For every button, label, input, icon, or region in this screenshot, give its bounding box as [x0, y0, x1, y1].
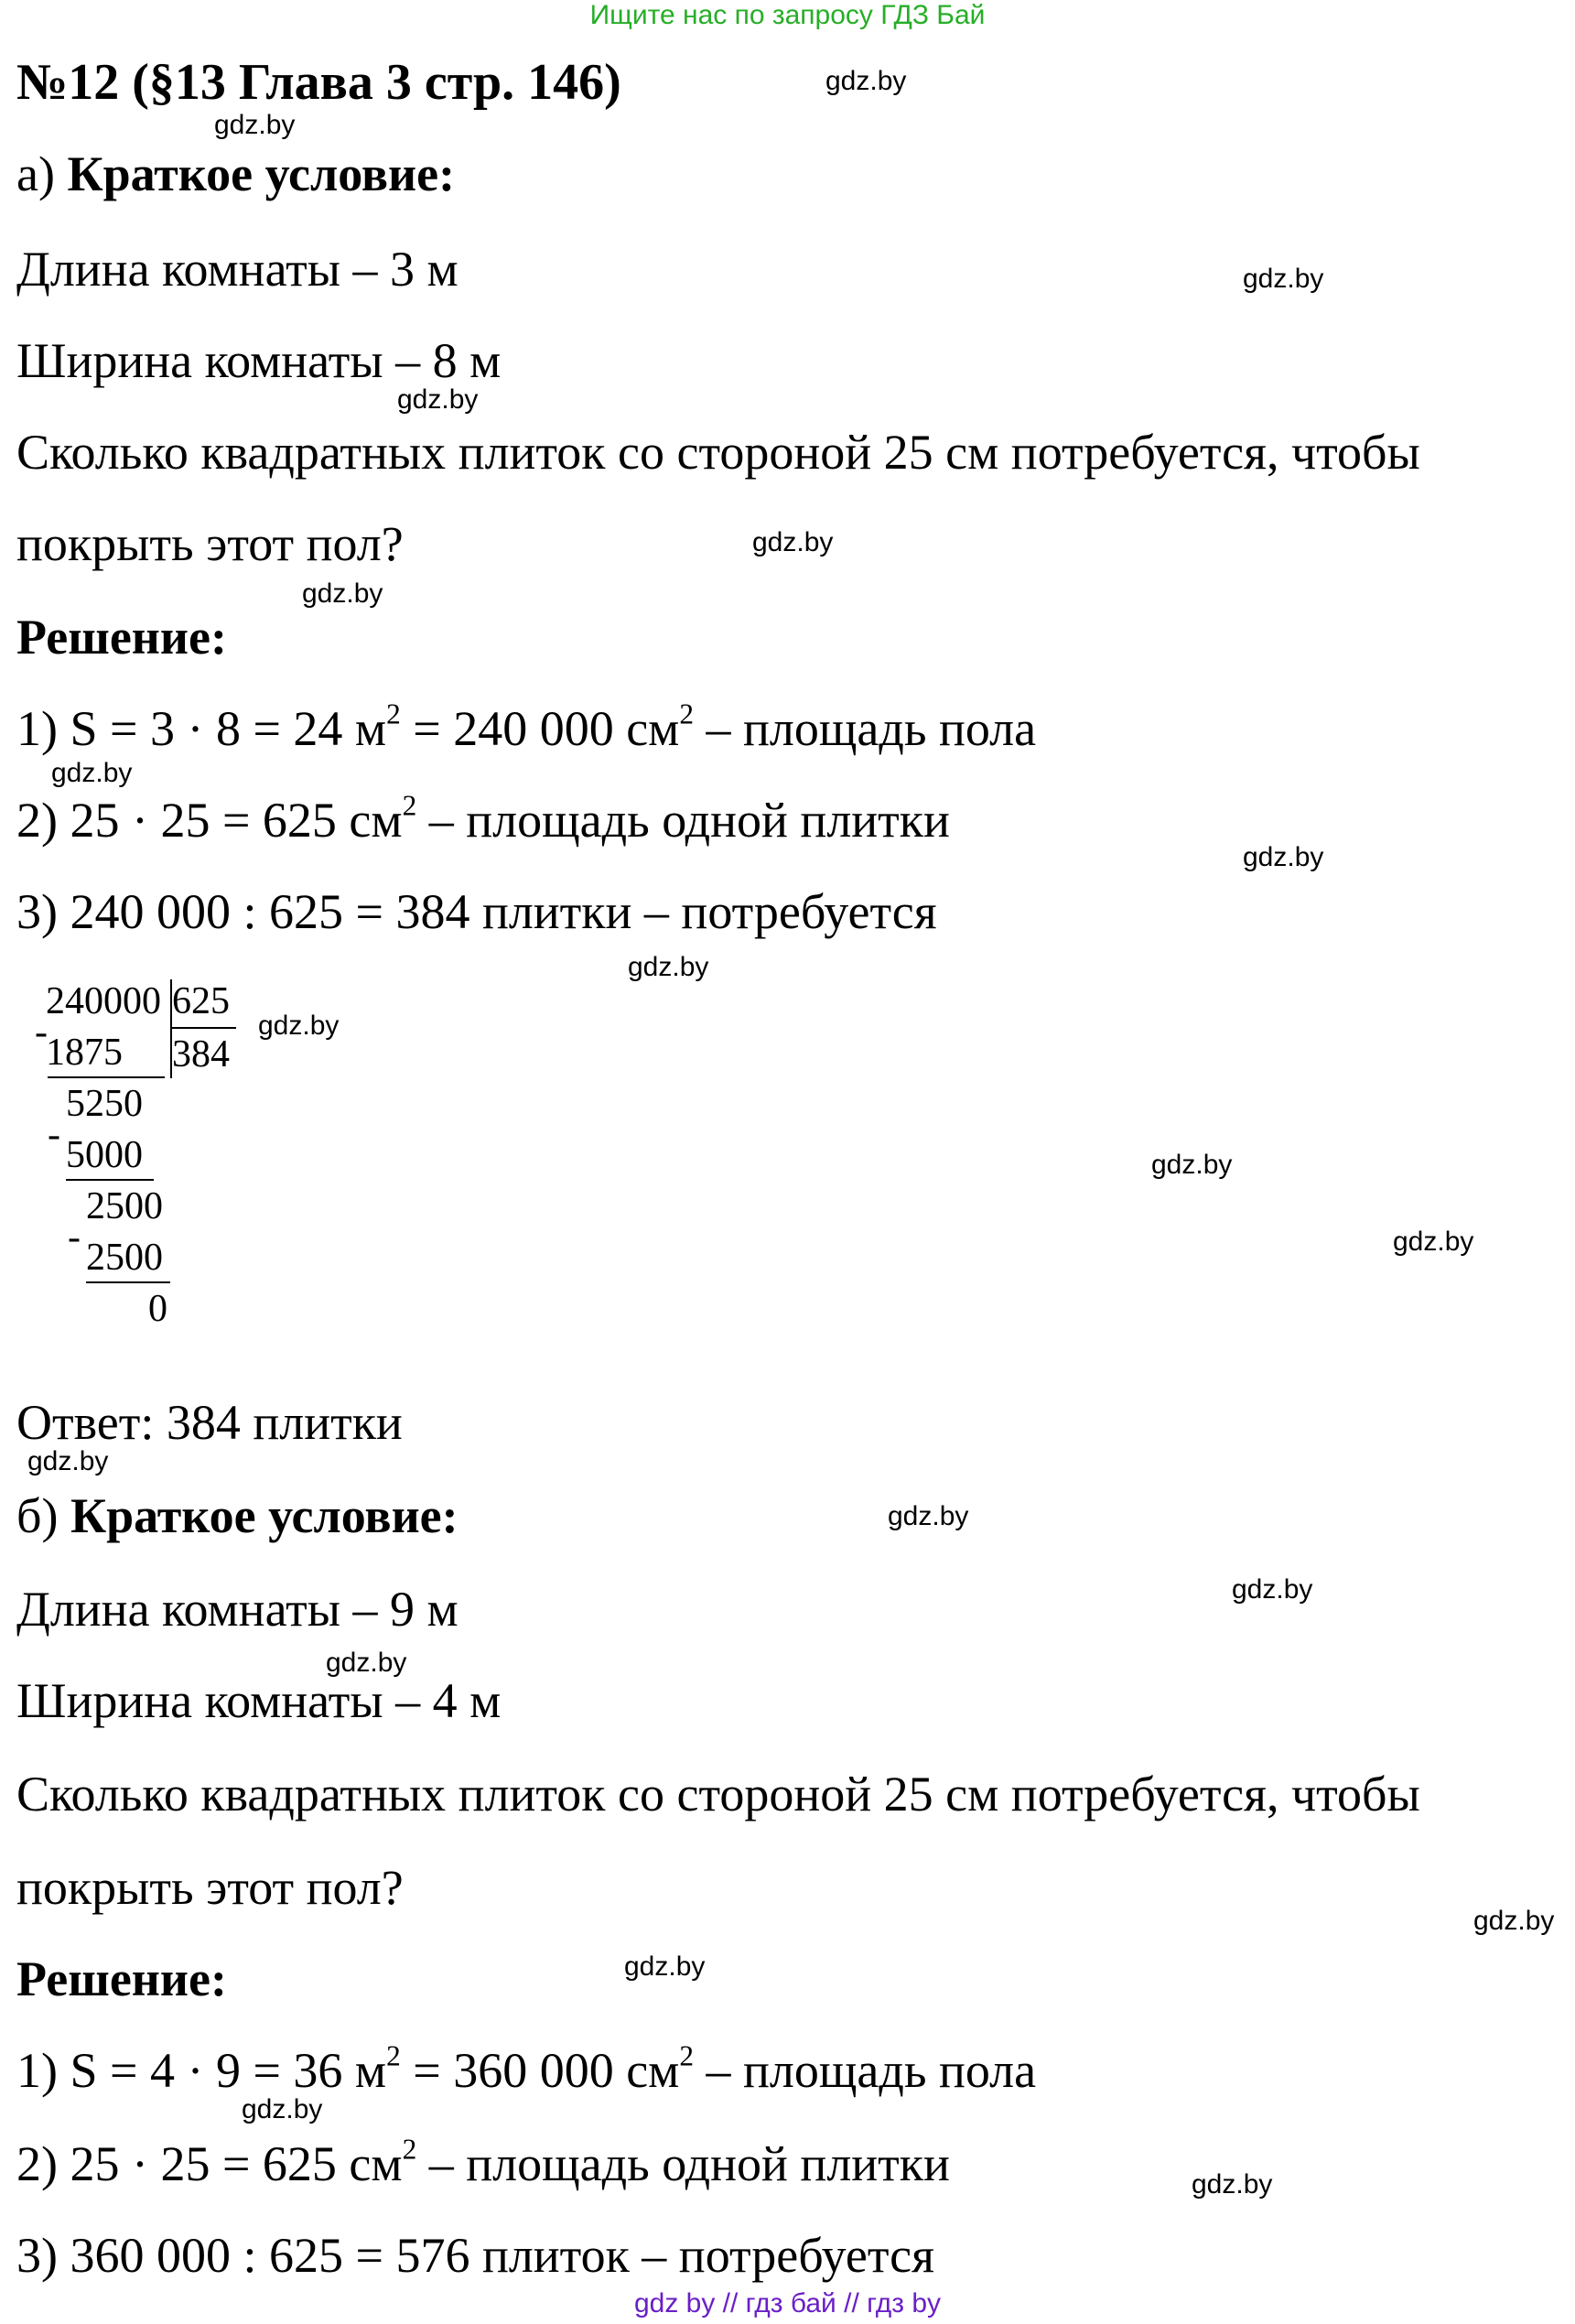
- watermark: gdz.by: [242, 2094, 323, 2124]
- watermark: gdz.by: [1232, 1574, 1313, 1605]
- watermark: gdz.by: [1243, 264, 1324, 294]
- part-a-heading: [16, 145, 455, 203]
- part-b-step2-part1: 2) 25 · 25 = 625 см: [16, 2136, 403, 2191]
- part-b-heading: [16, 1486, 458, 1545]
- watermark: gdz.by: [752, 527, 834, 557]
- part-a-step1: [16, 699, 1036, 758]
- division-minus-sign: -: [48, 1114, 60, 1156]
- part-b-solution-heading: Решение:: [16, 1951, 227, 2006]
- part-a-heading-text: Краткое условие:: [67, 146, 456, 201]
- superscript: 2: [402, 789, 417, 822]
- part-a-step2: [16, 791, 950, 849]
- division-minus-sign: -: [35, 1011, 48, 1054]
- watermark: gdz.by: [27, 1446, 109, 1476]
- part-b-step2-part2: – площадь одной плитки: [416, 2136, 950, 2191]
- watermark: gdz.by: [1243, 842, 1324, 872]
- division-quotient: 384: [172, 1033, 230, 1076]
- part-b-step1-part3: – площадь пола: [693, 2043, 1037, 2098]
- superscript: 2: [386, 2039, 401, 2072]
- part-a-question-line1: Сколько квадратных плиток со стороной 25 см потребуется, чтобы: [16, 425, 1420, 480]
- watermark: gdz.by: [1151, 1150, 1233, 1180]
- part-b-step1-part2: = 360 000 см: [400, 2043, 680, 2098]
- superscript: 2: [386, 697, 401, 730]
- part-a-solution-heading: Решение:: [16, 610, 227, 665]
- part-a-step1-part2: = 240 000 см: [400, 701, 680, 756]
- division-sub2: 5000: [66, 1134, 143, 1176]
- division-rule-2: [66, 1179, 154, 1181]
- watermark: gdz.by: [397, 384, 479, 415]
- division-rule-1: [48, 1076, 165, 1078]
- part-b-heading-text: Краткое условие:: [70, 1488, 458, 1543]
- watermark: gdz.by: [302, 578, 383, 609]
- part-b-step1-part1: 1) S = 4 · 9 = 36 м: [16, 2043, 387, 2098]
- division-divisor-underline: [170, 1027, 236, 1029]
- footer-link[interactable]: gdz by // гдз бай // гдз by: [633, 2288, 942, 2319]
- division-sub1: 1875: [46, 1032, 123, 1074]
- part-b-length: Длина комнаты – 9 м: [16, 1582, 458, 1637]
- part-b-question-line2: покрыть этот пол?: [16, 1860, 404, 1915]
- division-rem2: 2500: [86, 1185, 163, 1227]
- division-final: 0: [148, 1288, 167, 1330]
- part-a-prefix: а): [16, 146, 68, 201]
- division-rem1: 5250: [66, 1083, 143, 1125]
- division-rule-3: [86, 1281, 170, 1283]
- watermark: gdz.by: [825, 66, 907, 96]
- watermark: gdz.by: [1473, 1906, 1555, 1936]
- watermark: gdz.by: [624, 1951, 706, 1982]
- part-a-answer: Ответ: 384 плитки: [16, 1395, 403, 1450]
- watermark: gdz.by: [628, 952, 709, 982]
- page-title: №12 (§13 Глава 3 стр. 146): [16, 54, 621, 111]
- part-b-step3: 3) 360 000 : 625 = 576 плиток – потребуется: [16, 2228, 934, 2283]
- part-a-step3: 3) 240 000 : 625 = 384 плитки – потребуется: [16, 884, 937, 939]
- part-a-step1-part1: 1) S = 3 · 8 = 24 м: [16, 701, 387, 756]
- division-divisor: 625: [172, 980, 230, 1022]
- watermark: gdz.by: [214, 110, 296, 140]
- part-b-prefix: б): [16, 1488, 70, 1543]
- part-a-step2-part2: – площадь одной плитки: [416, 793, 950, 848]
- part-b-width: Ширина комнаты – 4 м: [16, 1673, 502, 1728]
- watermark: gdz.by: [258, 1011, 340, 1041]
- part-a-step1-part3: – площадь пола: [693, 701, 1037, 756]
- part-a-step2-part1: 2) 25 · 25 = 625 см: [16, 793, 403, 848]
- long-division: [35, 979, 254, 1364]
- part-a-length: Длина комнаты – 3 м: [16, 242, 458, 297]
- watermark: gdz.by: [1192, 2169, 1273, 2200]
- division-sub3: 2500: [86, 1237, 163, 1279]
- watermark: gdz.by: [51, 758, 133, 788]
- part-a-width: Ширина комнаты – 8 м: [16, 333, 502, 388]
- watermark: gdz.by: [888, 1501, 969, 1531]
- superscript: 2: [679, 697, 694, 730]
- division-dividend: 240000: [46, 980, 161, 1022]
- part-a-question-line2: покрыть этот пол?: [16, 516, 404, 571]
- watermark: gdz.by: [1393, 1227, 1474, 1257]
- superscript: 2: [679, 2039, 694, 2072]
- part-b-step2: [16, 2135, 950, 2193]
- superscript: 2: [402, 2133, 417, 2166]
- header-link[interactable]: Ищите нас по запросу ГДЗ Бай: [589, 0, 986, 30]
- part-b-question-line1: Сколько квадратных плиток со стороной 25 см потребуется, чтобы: [16, 1767, 1420, 1821]
- part-b-step1: [16, 2041, 1036, 2100]
- watermark: gdz.by: [326, 1648, 407, 1678]
- division-minus-sign: -: [68, 1216, 81, 1259]
